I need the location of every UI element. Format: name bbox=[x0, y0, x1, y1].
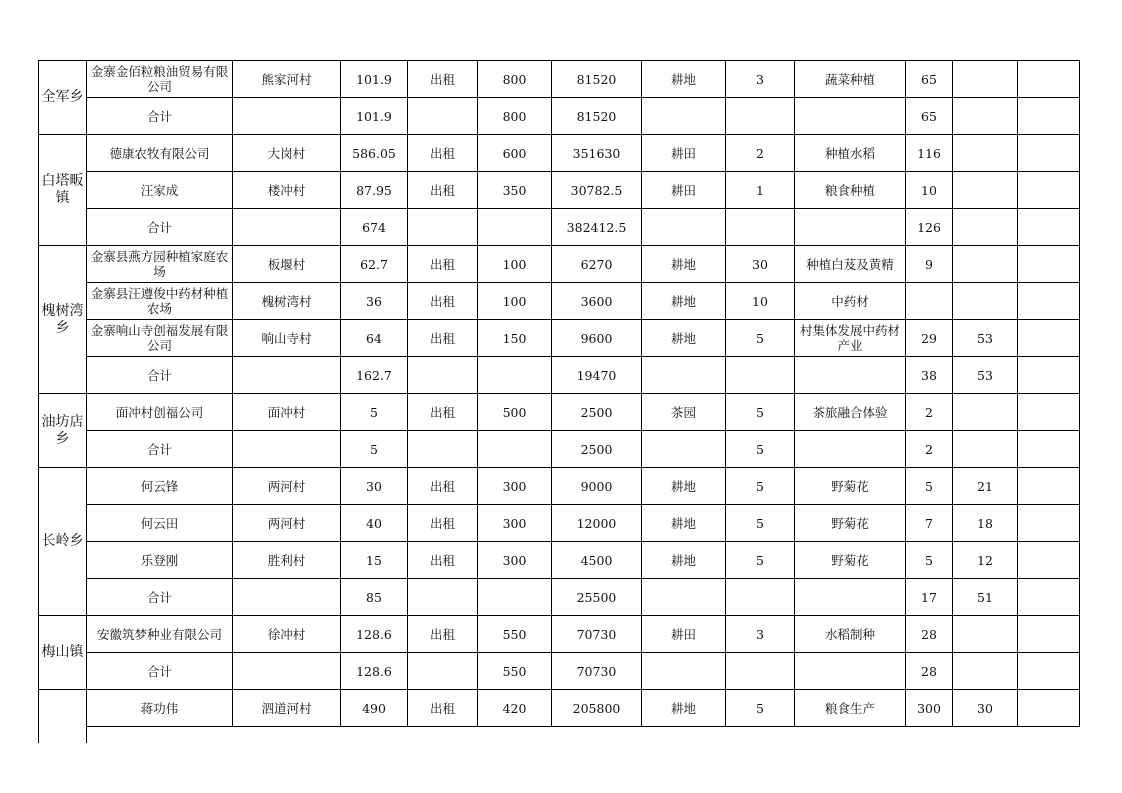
operator-cell: 金寨金佰粒粮油贸易有限公司 bbox=[87, 61, 233, 98]
total-cell: 351630 bbox=[552, 135, 642, 172]
table-continuation bbox=[39, 727, 1080, 743]
town-cell bbox=[39, 690, 87, 727]
land-type-cell: 耕地 bbox=[642, 690, 726, 727]
total-cell: 3600 bbox=[552, 283, 642, 320]
workers-cell: 126 bbox=[906, 209, 953, 246]
households-cell bbox=[953, 616, 1018, 653]
purpose-cell: 水稻制种 bbox=[795, 616, 906, 653]
purpose-cell: 野菊花 bbox=[795, 505, 906, 542]
blank-cell bbox=[341, 727, 408, 743]
land-type-cell bbox=[642, 357, 726, 394]
village-cell: 响山寺村 bbox=[233, 320, 341, 357]
area-cell: 128.6 bbox=[341, 616, 408, 653]
households-cell bbox=[953, 431, 1018, 468]
purpose-cell: 粮食种植 bbox=[795, 172, 906, 209]
households-cell bbox=[953, 653, 1018, 690]
households-cell: 21 bbox=[953, 468, 1018, 505]
land-transfer-table bbox=[38, 60, 1080, 743]
blank-cell bbox=[408, 727, 478, 743]
area-cell: 101.9 bbox=[341, 98, 408, 135]
note-cell bbox=[1018, 579, 1080, 616]
households-cell bbox=[953, 135, 1018, 172]
workers-cell: 38 bbox=[906, 357, 953, 394]
method-cell bbox=[408, 357, 478, 394]
price-cell: 500 bbox=[478, 394, 552, 431]
purpose-cell: 村集体发展中药材产业 bbox=[795, 320, 906, 357]
price-cell: 800 bbox=[478, 98, 552, 135]
price-cell: 600 bbox=[478, 135, 552, 172]
years-cell: 5 bbox=[726, 431, 795, 468]
method-cell bbox=[408, 579, 478, 616]
blank-cell bbox=[726, 727, 795, 743]
price-cell: 550 bbox=[478, 653, 552, 690]
workers-cell: 28 bbox=[906, 616, 953, 653]
method-cell bbox=[408, 431, 478, 468]
blank-cell bbox=[552, 727, 642, 743]
operator-cell: 蒋功伟 bbox=[87, 690, 233, 727]
method-cell: 出租 bbox=[408, 690, 478, 727]
village-cell bbox=[233, 98, 341, 135]
area-cell: 101.9 bbox=[341, 61, 408, 98]
operator-cell: 合计 bbox=[87, 579, 233, 616]
total-cell: 2500 bbox=[552, 431, 642, 468]
price-cell: 300 bbox=[478, 542, 552, 579]
purpose-cell: 野菊花 bbox=[795, 542, 906, 579]
operator-cell: 乐登刚 bbox=[87, 542, 233, 579]
land-type-cell: 耕地 bbox=[642, 320, 726, 357]
total-cell: 81520 bbox=[552, 61, 642, 98]
village-cell bbox=[233, 209, 341, 246]
land-type-cell: 耕地 bbox=[642, 542, 726, 579]
households-cell: 53 bbox=[953, 320, 1018, 357]
table-row bbox=[39, 357, 1080, 394]
households-cell: 18 bbox=[953, 505, 1018, 542]
households-cell bbox=[953, 246, 1018, 283]
land-type-cell: 耕地 bbox=[642, 246, 726, 283]
operator-cell: 金寨县汪遵俊中药材种植农场 bbox=[87, 283, 233, 320]
method-cell bbox=[408, 653, 478, 690]
note-cell bbox=[1018, 505, 1080, 542]
years-cell: 1 bbox=[726, 172, 795, 209]
total-cell: 2500 bbox=[552, 394, 642, 431]
table-row bbox=[39, 172, 1080, 209]
purpose-cell bbox=[795, 653, 906, 690]
purpose-cell bbox=[795, 357, 906, 394]
blank-cell bbox=[233, 727, 341, 743]
workers-cell: 5 bbox=[906, 468, 953, 505]
purpose-cell bbox=[795, 579, 906, 616]
village-cell: 面冲村 bbox=[233, 394, 341, 431]
total-cell: 6270 bbox=[552, 246, 642, 283]
years-cell: 5 bbox=[726, 542, 795, 579]
area-cell: 162.7 bbox=[341, 357, 408, 394]
workers-cell: 300 bbox=[906, 690, 953, 727]
village-cell: 熊家河村 bbox=[233, 61, 341, 98]
total-cell: 9000 bbox=[552, 468, 642, 505]
method-cell bbox=[408, 98, 478, 135]
workers-cell: 10 bbox=[906, 172, 953, 209]
area-cell: 40 bbox=[341, 505, 408, 542]
area-cell: 674 bbox=[341, 209, 408, 246]
households-cell bbox=[953, 283, 1018, 320]
workers-cell bbox=[906, 283, 953, 320]
table-row bbox=[39, 468, 1080, 505]
operator-cell: 何云锋 bbox=[87, 468, 233, 505]
purpose-cell: 种植水稻 bbox=[795, 135, 906, 172]
town-cell: 梅山镇 bbox=[39, 616, 87, 690]
blank-cell bbox=[642, 727, 726, 743]
years-cell: 5 bbox=[726, 505, 795, 542]
table-body bbox=[39, 61, 1080, 743]
operator-cell: 合计 bbox=[87, 431, 233, 468]
workers-cell: 29 bbox=[906, 320, 953, 357]
operator-cell: 德康农牧有限公司 bbox=[87, 135, 233, 172]
total-cell: 30782.5 bbox=[552, 172, 642, 209]
workers-cell: 2 bbox=[906, 394, 953, 431]
total-cell: 9600 bbox=[552, 320, 642, 357]
method-cell: 出租 bbox=[408, 172, 478, 209]
village-cell: 两河村 bbox=[233, 468, 341, 505]
town-cell: 全军乡 bbox=[39, 61, 87, 135]
village-cell bbox=[233, 431, 341, 468]
town-cell: 油坊店乡 bbox=[39, 394, 87, 468]
land-type-cell: 耕田 bbox=[642, 135, 726, 172]
note-cell bbox=[1018, 172, 1080, 209]
operator-cell: 合计 bbox=[87, 357, 233, 394]
note-cell bbox=[1018, 135, 1080, 172]
operator-cell: 金寨县燕方园种植家庭农场 bbox=[87, 246, 233, 283]
operator-cell: 金寨响山寺创福发展有限公司 bbox=[87, 320, 233, 357]
years-cell: 5 bbox=[726, 320, 795, 357]
land-type-cell bbox=[642, 209, 726, 246]
method-cell: 出租 bbox=[408, 616, 478, 653]
area-cell: 30 bbox=[341, 468, 408, 505]
note-cell bbox=[1018, 61, 1080, 98]
village-cell: 徐冲村 bbox=[233, 616, 341, 653]
price-cell bbox=[478, 357, 552, 394]
village-cell: 胜利村 bbox=[233, 542, 341, 579]
village-cell: 板堰村 bbox=[233, 246, 341, 283]
operator-cell: 合计 bbox=[87, 653, 233, 690]
note-cell bbox=[1018, 616, 1080, 653]
price-cell bbox=[478, 431, 552, 468]
years-cell: 30 bbox=[726, 246, 795, 283]
purpose-cell bbox=[795, 98, 906, 135]
method-cell: 出租 bbox=[408, 394, 478, 431]
note-cell bbox=[1018, 357, 1080, 394]
village-cell: 槐树湾村 bbox=[233, 283, 341, 320]
note-cell bbox=[1018, 209, 1080, 246]
table-row bbox=[39, 246, 1080, 283]
price-cell bbox=[478, 209, 552, 246]
price-cell: 350 bbox=[478, 172, 552, 209]
years-cell: 10 bbox=[726, 283, 795, 320]
years-cell: 3 bbox=[726, 61, 795, 98]
land-type-cell: 茶园 bbox=[642, 394, 726, 431]
town-cell-continued bbox=[39, 727, 87, 743]
years-cell: 2 bbox=[726, 135, 795, 172]
purpose-cell: 粮食生产 bbox=[795, 690, 906, 727]
workers-cell: 65 bbox=[906, 98, 953, 135]
operator-cell: 合计 bbox=[87, 209, 233, 246]
households-cell bbox=[953, 209, 1018, 246]
table-row bbox=[39, 653, 1080, 690]
workers-cell: 2 bbox=[906, 431, 953, 468]
method-cell: 出租 bbox=[408, 135, 478, 172]
price-cell: 100 bbox=[478, 246, 552, 283]
note-cell bbox=[1018, 653, 1080, 690]
purpose-cell: 茶旅融合体验 bbox=[795, 394, 906, 431]
total-cell: 205800 bbox=[552, 690, 642, 727]
land-type-cell: 耕田 bbox=[642, 172, 726, 209]
years-cell bbox=[726, 357, 795, 394]
years-cell bbox=[726, 653, 795, 690]
area-cell: 87.95 bbox=[341, 172, 408, 209]
table-row bbox=[39, 505, 1080, 542]
land-type-cell bbox=[642, 653, 726, 690]
table-row bbox=[39, 283, 1080, 320]
area-cell: 5 bbox=[341, 431, 408, 468]
operator-cell: 汪家成 bbox=[87, 172, 233, 209]
workers-cell: 65 bbox=[906, 61, 953, 98]
years-cell bbox=[726, 209, 795, 246]
land-type-cell: 耕地 bbox=[642, 505, 726, 542]
table-row bbox=[39, 542, 1080, 579]
note-cell bbox=[1018, 690, 1080, 727]
table-row bbox=[39, 616, 1080, 653]
workers-cell: 116 bbox=[906, 135, 953, 172]
total-cell: 81520 bbox=[552, 98, 642, 135]
households-cell: 12 bbox=[953, 542, 1018, 579]
workers-cell: 9 bbox=[906, 246, 953, 283]
method-cell: 出租 bbox=[408, 246, 478, 283]
operator-cell: 安徽筑梦种业有限公司 bbox=[87, 616, 233, 653]
total-cell: 4500 bbox=[552, 542, 642, 579]
price-cell: 150 bbox=[478, 320, 552, 357]
method-cell: 出租 bbox=[408, 468, 478, 505]
village-cell: 泗道河村 bbox=[233, 690, 341, 727]
land-type-cell: 耕田 bbox=[642, 616, 726, 653]
total-cell: 19470 bbox=[552, 357, 642, 394]
table-row bbox=[39, 394, 1080, 431]
area-cell: 5 bbox=[341, 394, 408, 431]
workers-cell: 28 bbox=[906, 653, 953, 690]
price-cell bbox=[478, 579, 552, 616]
village-cell bbox=[233, 579, 341, 616]
price-cell: 100 bbox=[478, 283, 552, 320]
years-cell: 3 bbox=[726, 616, 795, 653]
workers-cell: 5 bbox=[906, 542, 953, 579]
village-cell bbox=[233, 357, 341, 394]
purpose-cell: 蔬菜种植 bbox=[795, 61, 906, 98]
years-cell: 5 bbox=[726, 394, 795, 431]
blank-cell bbox=[795, 727, 906, 743]
workers-cell: 7 bbox=[906, 505, 953, 542]
method-cell: 出租 bbox=[408, 542, 478, 579]
workers-cell: 17 bbox=[906, 579, 953, 616]
purpose-cell: 野菊花 bbox=[795, 468, 906, 505]
area-cell: 62.7 bbox=[341, 246, 408, 283]
purpose-cell bbox=[795, 209, 906, 246]
land-type-cell bbox=[642, 98, 726, 135]
method-cell: 出租 bbox=[408, 320, 478, 357]
table-row bbox=[39, 320, 1080, 357]
land-type-cell bbox=[642, 431, 726, 468]
note-cell bbox=[1018, 431, 1080, 468]
households-cell: 30 bbox=[953, 690, 1018, 727]
operator-cell: 面冲村创福公司 bbox=[87, 394, 233, 431]
method-cell: 出租 bbox=[408, 505, 478, 542]
operator-cell: 何云田 bbox=[87, 505, 233, 542]
town-cell: 槐树湾乡 bbox=[39, 246, 87, 394]
method-cell: 出租 bbox=[408, 283, 478, 320]
blank-cell bbox=[953, 727, 1018, 743]
households-cell: 51 bbox=[953, 579, 1018, 616]
village-cell: 两河村 bbox=[233, 505, 341, 542]
years-cell: 5 bbox=[726, 468, 795, 505]
note-cell bbox=[1018, 98, 1080, 135]
note-cell bbox=[1018, 394, 1080, 431]
table-row bbox=[39, 431, 1080, 468]
area-cell: 586.05 bbox=[341, 135, 408, 172]
blank-cell bbox=[1018, 727, 1080, 743]
village-cell: 大岗村 bbox=[233, 135, 341, 172]
area-cell: 15 bbox=[341, 542, 408, 579]
area-cell: 64 bbox=[341, 320, 408, 357]
years-cell bbox=[726, 579, 795, 616]
note-cell bbox=[1018, 468, 1080, 505]
blank-cell bbox=[478, 727, 552, 743]
note-cell bbox=[1018, 283, 1080, 320]
blank-cell bbox=[906, 727, 953, 743]
total-cell: 382412.5 bbox=[552, 209, 642, 246]
land-type-cell: 耕地 bbox=[642, 61, 726, 98]
table-row bbox=[39, 135, 1080, 172]
area-cell: 490 bbox=[341, 690, 408, 727]
table-row bbox=[39, 98, 1080, 135]
note-cell bbox=[1018, 542, 1080, 579]
total-cell: 70730 bbox=[552, 653, 642, 690]
years-cell bbox=[726, 98, 795, 135]
households-cell bbox=[953, 172, 1018, 209]
price-cell: 800 bbox=[478, 61, 552, 98]
operator-cell: 合计 bbox=[87, 98, 233, 135]
table-row bbox=[39, 690, 1080, 727]
blank-cell bbox=[87, 727, 233, 743]
table-row bbox=[39, 579, 1080, 616]
note-cell bbox=[1018, 320, 1080, 357]
area-cell: 85 bbox=[341, 579, 408, 616]
purpose-cell: 中药材 bbox=[795, 283, 906, 320]
table-row bbox=[39, 61, 1080, 98]
price-cell: 300 bbox=[478, 468, 552, 505]
households-cell: 53 bbox=[953, 357, 1018, 394]
method-cell: 出租 bbox=[408, 61, 478, 98]
price-cell: 420 bbox=[478, 690, 552, 727]
note-cell bbox=[1018, 246, 1080, 283]
total-cell: 70730 bbox=[552, 616, 642, 653]
land-type-cell: 耕地 bbox=[642, 468, 726, 505]
method-cell bbox=[408, 209, 478, 246]
price-cell: 300 bbox=[478, 505, 552, 542]
total-cell: 25500 bbox=[552, 579, 642, 616]
town-cell: 长岭乡 bbox=[39, 468, 87, 616]
price-cell: 550 bbox=[478, 616, 552, 653]
purpose-cell bbox=[795, 431, 906, 468]
town-cell: 白塔畈镇 bbox=[39, 135, 87, 246]
area-cell: 36 bbox=[341, 283, 408, 320]
land-type-cell bbox=[642, 579, 726, 616]
land-type-cell: 耕地 bbox=[642, 283, 726, 320]
area-cell: 128.6 bbox=[341, 653, 408, 690]
village-cell: 楼冲村 bbox=[233, 172, 341, 209]
households-cell bbox=[953, 61, 1018, 98]
years-cell: 5 bbox=[726, 690, 795, 727]
table-row bbox=[39, 209, 1080, 246]
households-cell bbox=[953, 394, 1018, 431]
total-cell: 12000 bbox=[552, 505, 642, 542]
households-cell bbox=[953, 98, 1018, 135]
purpose-cell: 种植白芨及黄精 bbox=[795, 246, 906, 283]
village-cell bbox=[233, 653, 341, 690]
